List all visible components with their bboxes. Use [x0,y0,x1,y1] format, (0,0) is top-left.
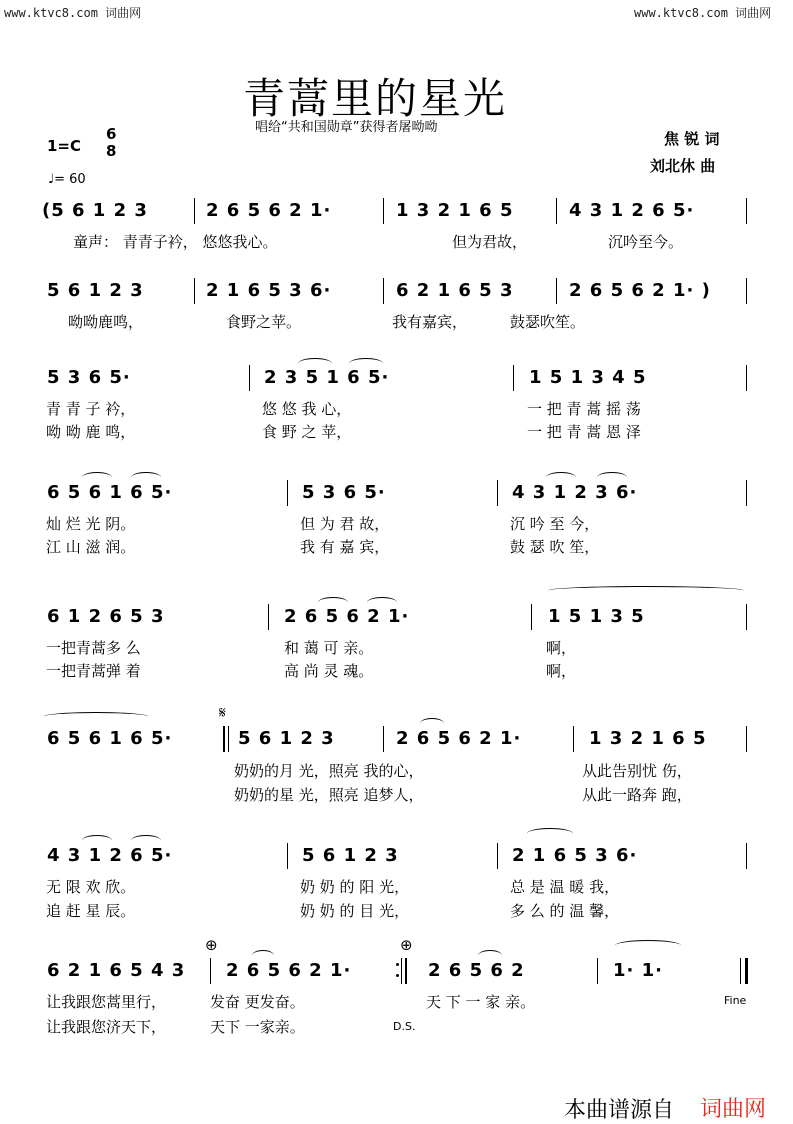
lyric-text: 但 为 君 故， [300,515,390,533]
barline [383,278,384,304]
measure: 2 3 5 1 6 5· [264,367,390,388]
repeat-dot [396,974,399,977]
measure: 2 6 5 6 2 1· [396,728,522,749]
slur [420,718,444,729]
barline [383,726,384,752]
measure: 1 3 2 1 6 5 [589,728,707,749]
barline [746,843,747,869]
barline [531,604,532,630]
lyric-text: 食野之苹。 [226,313,302,331]
footer-source-label: 本曲谱源自 [564,1098,675,1123]
repeat-barline [223,726,225,752]
measure: 4 3 1 2 6 5· [47,845,173,866]
measure: (5 6 1 2 3 [42,200,148,221]
measure: 2 6 5 6 2 [428,960,525,981]
lyric-text: 奶奶的月 光，照亮 我的心， [234,762,424,780]
slur [546,472,576,483]
lyric-text: 呦 呦 鹿 鸣， [46,423,136,441]
lyric-text: 啊， [546,639,577,657]
measure: 6 2 1 6 5 3 [396,280,514,301]
measure: 2 6 5 6 2 1· [206,200,332,221]
repeat-dot [396,963,399,966]
lyric-text: 奶 奶 的 目 光， [300,902,410,920]
fine-marking: Fine [724,994,747,1007]
measure: 2 1 6 5 3 6· [206,280,332,301]
tie [615,940,681,951]
slur [131,835,161,846]
measure: 6 1 2 6 5 3 [47,606,165,627]
measure: 5 6 1 2 3 [302,845,399,866]
barline [401,958,402,984]
lyric-text: 食 野 之 苹， [262,423,352,441]
lyric-text: 沉 吟 至 今， [510,515,600,533]
lyric-text: 让我跟您蒿里行， [46,993,167,1011]
coda-sign: ⊕ [205,936,218,954]
time-numerator: 6 [106,125,117,143]
barline [597,958,598,984]
phrase-arc [44,712,148,721]
final-barline-thick [745,958,748,984]
time-denominator: 8 [106,142,117,160]
barline [556,198,557,224]
barline [268,604,269,630]
slur [367,597,397,608]
final-barline-thin [740,958,741,984]
ds-marking: D.S. [393,1020,416,1033]
measure: 5 3 6 5· [302,482,386,503]
coda-sign: ⊕ [400,936,413,954]
measure: 2 1 6 5 3 6· [512,845,638,866]
lyric-text: 灿 烂 光 阴。 [46,515,136,533]
lyric-text: 江 山 滋 润。 [46,538,136,556]
measure: 6 2 1 6 5 4 3 [47,960,186,981]
slur [298,358,332,369]
lyric-text: 让我跟您济天下， [46,1018,167,1036]
barline [194,198,195,224]
barline [746,365,747,391]
measure: 2 6 5 6 2 1· [226,960,352,981]
barline [194,278,195,304]
lyric-text: 追 赶 星 辰。 [46,902,136,920]
slur [349,358,383,369]
lyric-text: 青 青 子 衿， [46,400,136,418]
lyric-text: 一把青蒿多 么 [46,639,141,657]
barline [746,604,747,630]
barline [746,480,747,506]
key-signature: 1=C [47,137,82,155]
barline [497,843,498,869]
barline [746,726,747,752]
measure: 6 5 6 1 6 5· [47,482,173,503]
measure: 5 6 1 2 3 [47,280,144,301]
barline [287,480,288,506]
lyricist: 焦 锐 词 [664,130,720,148]
slur [82,835,112,846]
slur [131,472,161,483]
measure: 1· 1· [613,960,663,981]
barline [210,958,211,984]
lyric-text: 发奋 更发奋。 [210,993,305,1011]
lyric-text: 悠 悠 我 心， [262,400,352,418]
measure: 6 5 6 1 6 5· [47,728,173,749]
lyric-text: 高 尚 灵 魂。 [284,662,374,680]
lyric-text: 从此告别忧 伤， [582,762,692,780]
barline [228,726,229,752]
footer-site-link[interactable]: 词曲网 [700,1097,767,1122]
lyric-text: 无 限 欢 欣。 [46,878,136,896]
lyric-text: 和 蔼 可 亲。 [284,639,374,657]
slur [252,950,274,961]
slur [82,472,112,483]
song-title: 青蒿里的星光 [243,74,508,123]
lyric-text: 一把青蒿弹 着 [46,662,141,680]
lyric-text: 啊， [546,662,577,680]
lyric-text: 鼓瑟吹笙。 [510,313,586,331]
barline [746,198,747,224]
barline [383,198,384,224]
lyric-text: 童声： 青青子衿， 悠悠我心。 [73,233,278,251]
segno-sign: 𝄋 [219,703,226,722]
song-subtitle: 唱给“共和国勋章”获得者屠呦呦 [255,120,438,135]
watermark-right: www.ktvc8.com 词曲网 [634,6,772,20]
barline [513,365,514,391]
measure: 5 3 6 5· [47,367,131,388]
measure: 5 6 1 2 3 [238,728,335,749]
lyric-text: 一 把 青 蒿 摇 荡 [527,400,641,418]
lyric-text: 呦呦鹿鸣， [68,313,144,331]
lyric-text: 奶 奶 的 阳 光， [300,878,410,896]
barline [573,726,574,752]
repeat-barline [405,958,407,984]
lyric-text: 奶奶的星 光，照亮 追梦人， [234,786,424,804]
tempo-marking: ♩= 60 [48,172,86,187]
lyric-text: 我 有 嘉 宾， [300,538,390,556]
lyric-text: 但为君故， [452,233,528,251]
composer: 刘北休 曲 [650,157,716,175]
measure: 2 6 5 6 2 1· ) [569,280,711,301]
measure: 2 6 5 6 2 1· [284,606,410,627]
lyric-text: 我有嘉宾， [392,313,468,331]
slur [318,597,348,608]
slur [597,472,627,483]
lyric-text: 从此一路奔 跑， [582,786,692,804]
phrase-arc [548,586,744,595]
lyric-text: 多 么 的 温 馨， [510,902,620,920]
time-signature [106,126,116,160]
lyric-text: 总 是 温 暖 我， [510,878,620,896]
barline [287,843,288,869]
lyric-text: 天 下 一 家 亲。 [426,993,536,1011]
slur [478,950,502,961]
barline [746,278,747,304]
measure: 4 3 1 2 6 5· [569,200,695,221]
lyric-text: 一 把 青 蒿 恩 泽 [527,423,641,441]
lyric-text: 沉吟至今。 [608,233,684,251]
barline [249,365,250,391]
measure: 1 5 1 3 5 [548,606,645,627]
lyric-text: 天下 一家亲。 [210,1018,305,1036]
lyric-text: 鼓 瑟 吹 笙， [510,538,600,556]
barline [556,278,557,304]
watermark-left: www.ktvc8.com 词曲网 [4,6,142,20]
measure: 1 5 1 3 4 5 [529,367,647,388]
measure: 4 3 1 2 3 6· [512,482,638,503]
slur [527,828,573,839]
barline [497,480,498,506]
measure: 1 3 2 1 6 5 [396,200,514,221]
